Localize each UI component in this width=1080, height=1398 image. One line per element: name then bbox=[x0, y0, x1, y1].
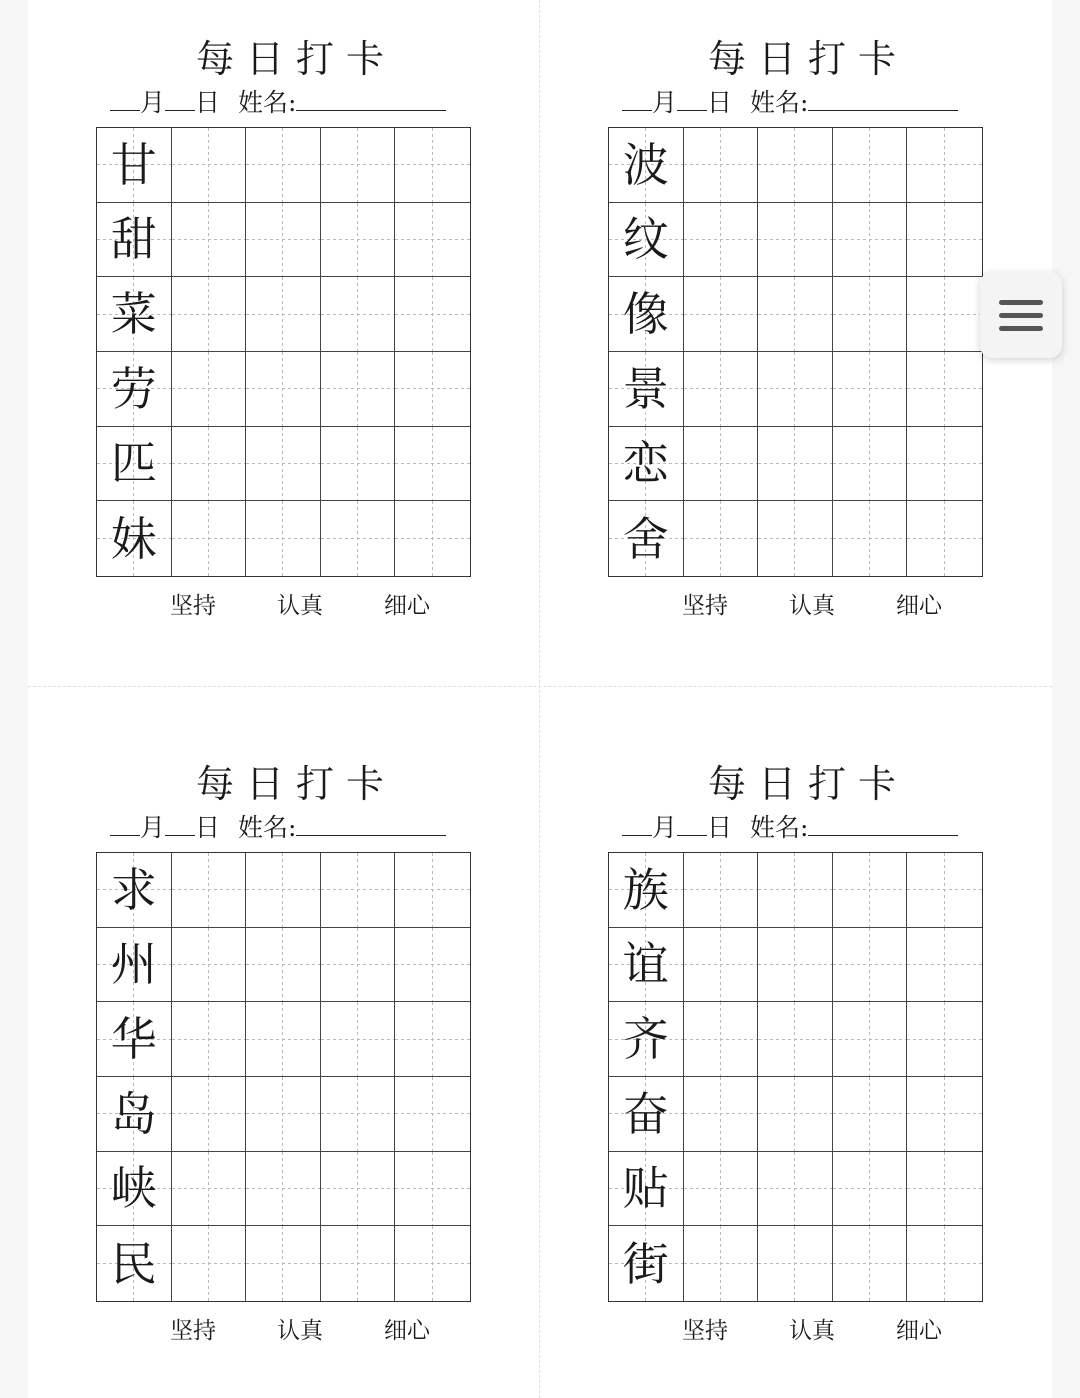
practice-cell[interactable] bbox=[321, 128, 396, 203]
motto-line bbox=[170, 1315, 430, 1347]
model-character: 岛 bbox=[110, 1086, 157, 1141]
practice-cell[interactable] bbox=[172, 1077, 247, 1152]
day-label: 日 bbox=[707, 88, 733, 117]
practice-cell[interactable] bbox=[172, 1002, 247, 1077]
model-character-cell bbox=[609, 128, 684, 203]
practice-cell[interactable] bbox=[684, 128, 759, 203]
practice-cell[interactable] bbox=[907, 1226, 982, 1301]
month-blank[interactable] bbox=[110, 809, 140, 836]
practice-cell[interactable] bbox=[758, 1077, 833, 1152]
hamburger-menu-icon-bar bbox=[999, 313, 1043, 318]
practice-cell[interactable] bbox=[395, 1002, 470, 1077]
practice-cell[interactable] bbox=[172, 928, 247, 1003]
practice-cell[interactable] bbox=[684, 352, 759, 427]
model-character: 求 bbox=[110, 862, 157, 917]
practice-cell[interactable] bbox=[758, 853, 833, 928]
practice-cell[interactable] bbox=[684, 928, 759, 1003]
month-label: 月 bbox=[652, 813, 678, 842]
model-character: 景 bbox=[622, 361, 669, 416]
practice-cell[interactable] bbox=[246, 1152, 321, 1227]
model-character-cell bbox=[609, 277, 684, 352]
practice-cell[interactable] bbox=[246, 928, 321, 1003]
practice-cell[interactable] bbox=[395, 277, 470, 352]
model-character: 华 bbox=[110, 1012, 157, 1067]
practice-cell[interactable] bbox=[907, 427, 982, 502]
practice-cell[interactable] bbox=[684, 501, 759, 576]
practice-cell[interactable] bbox=[684, 853, 759, 928]
practice-cell[interactable] bbox=[833, 277, 908, 352]
practice-cell[interactable] bbox=[172, 853, 247, 928]
sheet-title: 每日打卡 bbox=[195, 762, 396, 806]
practice-cell[interactable] bbox=[321, 501, 396, 576]
practice-cell[interactable] bbox=[395, 1226, 470, 1301]
practice-cell[interactable] bbox=[684, 1002, 759, 1077]
sheet-title: 每日打卡 bbox=[195, 37, 396, 81]
month-label: 月 bbox=[140, 813, 166, 842]
practice-cell[interactable] bbox=[907, 501, 982, 576]
name-blank[interactable] bbox=[808, 84, 958, 111]
practice-cell[interactable] bbox=[758, 1226, 833, 1301]
practice-cell[interactable] bbox=[833, 203, 908, 278]
practice-cell[interactable] bbox=[395, 203, 470, 278]
motto-line bbox=[170, 590, 430, 622]
practice-cell[interactable] bbox=[321, 1077, 396, 1152]
motto-line bbox=[682, 590, 942, 622]
date-name-line bbox=[110, 84, 490, 120]
practice-cell[interactable] bbox=[758, 277, 833, 352]
practice-cell[interactable] bbox=[172, 128, 247, 203]
menu-button[interactable] bbox=[980, 272, 1062, 358]
model-character-cell bbox=[609, 501, 684, 576]
practice-cell[interactable] bbox=[395, 853, 470, 928]
motto-word: 细心 bbox=[384, 593, 430, 619]
model-character: 波 bbox=[622, 137, 669, 192]
practice-cell[interactable] bbox=[395, 1152, 470, 1227]
model-character-cell bbox=[97, 1002, 172, 1077]
practice-cell[interactable] bbox=[758, 128, 833, 203]
model-character-cell bbox=[97, 1152, 172, 1227]
practice-cell[interactable] bbox=[246, 427, 321, 502]
model-character-cell bbox=[97, 352, 172, 427]
practice-cell[interactable] bbox=[321, 203, 396, 278]
day-label: 日 bbox=[195, 813, 221, 842]
practice-cell[interactable] bbox=[833, 1152, 908, 1227]
day-blank[interactable] bbox=[165, 809, 195, 836]
practice-cell[interactable] bbox=[172, 277, 247, 352]
model-character: 劳 bbox=[110, 361, 157, 416]
sheet-title: 每日打卡 bbox=[707, 762, 908, 806]
model-character: 谊 bbox=[622, 937, 669, 992]
motto-word: 坚持 bbox=[682, 593, 728, 619]
practice-cell[interactable] bbox=[395, 427, 470, 502]
practice-cell[interactable] bbox=[684, 1226, 759, 1301]
model-character-cell bbox=[97, 128, 172, 203]
practice-cell[interactable] bbox=[246, 352, 321, 427]
practice-cell[interactable] bbox=[321, 928, 396, 1003]
motto-word: 细心 bbox=[896, 1318, 942, 1344]
practice-cell[interactable] bbox=[321, 853, 396, 928]
practice-cell[interactable] bbox=[395, 352, 470, 427]
practice-cell[interactable] bbox=[833, 1226, 908, 1301]
name-blank[interactable] bbox=[296, 809, 446, 836]
practice-sheet bbox=[608, 0, 1008, 619]
model-character: 菜 bbox=[110, 287, 157, 342]
model-character-cell bbox=[97, 853, 172, 928]
practice-cell[interactable] bbox=[758, 928, 833, 1003]
name-label: 姓名: bbox=[238, 88, 297, 117]
practice-cell[interactable] bbox=[246, 501, 321, 576]
model-character: 齐 bbox=[622, 1012, 669, 1067]
practice-cell[interactable] bbox=[833, 853, 908, 928]
practice-cell[interactable] bbox=[321, 1226, 396, 1301]
model-character-cell bbox=[97, 501, 172, 576]
practice-cell[interactable] bbox=[321, 1002, 396, 1077]
hamburger-menu-icon-bar bbox=[999, 326, 1043, 331]
practice-cell[interactable] bbox=[246, 1226, 321, 1301]
model-character-cell bbox=[609, 1077, 684, 1152]
month-blank[interactable] bbox=[622, 84, 652, 111]
model-character: 匹 bbox=[110, 436, 157, 491]
model-character: 街 bbox=[622, 1236, 669, 1291]
worksheet-page bbox=[28, 0, 1052, 1398]
model-character: 像 bbox=[622, 287, 669, 342]
month-label: 月 bbox=[140, 88, 166, 117]
model-character-cell bbox=[97, 1077, 172, 1152]
name-blank[interactable] bbox=[296, 84, 446, 111]
model-character: 恋 bbox=[622, 436, 669, 491]
model-character-cell bbox=[97, 928, 172, 1003]
practice-cell[interactable] bbox=[321, 352, 396, 427]
motto-line bbox=[682, 1315, 942, 1347]
sheet-title: 每日打卡 bbox=[707, 37, 908, 81]
practice-cell[interactable] bbox=[321, 1152, 396, 1227]
model-character-cell bbox=[97, 1226, 172, 1301]
motto-word: 细心 bbox=[384, 1318, 430, 1344]
practice-cell[interactable] bbox=[907, 1077, 982, 1152]
model-character-cell bbox=[97, 427, 172, 502]
day-blank[interactable] bbox=[677, 809, 707, 836]
model-character-cell bbox=[609, 203, 684, 278]
practice-cell[interactable] bbox=[758, 501, 833, 576]
model-character: 纹 bbox=[622, 212, 669, 267]
hamburger-menu-icon bbox=[999, 300, 1043, 305]
practice-cell[interactable] bbox=[395, 128, 470, 203]
practice-cell[interactable] bbox=[758, 352, 833, 427]
practice-cell[interactable] bbox=[246, 277, 321, 352]
practice-cell[interactable] bbox=[758, 1152, 833, 1227]
model-character: 族 bbox=[622, 862, 669, 917]
practice-cell[interactable] bbox=[321, 277, 396, 352]
practice-cell[interactable] bbox=[833, 1077, 908, 1152]
month-label: 月 bbox=[652, 88, 678, 117]
model-character: 妹 bbox=[110, 511, 157, 566]
practice-cell[interactable] bbox=[395, 501, 470, 576]
practice-cell[interactable] bbox=[246, 128, 321, 203]
motto-word: 坚持 bbox=[682, 1318, 728, 1344]
practice-cell[interactable] bbox=[684, 203, 759, 278]
practice-cell[interactable] bbox=[395, 928, 470, 1003]
practice-cell[interactable] bbox=[907, 853, 982, 928]
practice-cell[interactable] bbox=[833, 928, 908, 1003]
practice-cell[interactable] bbox=[758, 1002, 833, 1077]
model-character: 贴 bbox=[622, 1161, 669, 1216]
practice-cell[interactable] bbox=[907, 928, 982, 1003]
horizontal-cut-line bbox=[28, 686, 1052, 687]
model-character-cell bbox=[609, 853, 684, 928]
practice-cell[interactable] bbox=[684, 1152, 759, 1227]
model-character-cell bbox=[97, 203, 172, 278]
practice-cell[interactable] bbox=[395, 1077, 470, 1152]
practice-sheet bbox=[608, 725, 1008, 1344]
model-character: 州 bbox=[110, 937, 157, 992]
practice-cell[interactable] bbox=[907, 1002, 982, 1077]
name-blank[interactable] bbox=[808, 809, 958, 836]
name-label: 姓名: bbox=[750, 88, 809, 117]
practice-cell[interactable] bbox=[246, 1077, 321, 1152]
month-blank[interactable] bbox=[110, 84, 140, 111]
practice-cell[interactable] bbox=[684, 427, 759, 502]
model-character: 甜 bbox=[110, 212, 157, 267]
practice-sheet bbox=[96, 0, 496, 619]
practice-cell[interactable] bbox=[833, 501, 908, 576]
name-label: 姓名: bbox=[750, 813, 809, 842]
model-character-cell bbox=[97, 277, 172, 352]
tianzige-grid bbox=[96, 127, 471, 577]
model-character: 峡 bbox=[110, 1161, 157, 1216]
practice-sheet bbox=[96, 725, 496, 1344]
practice-cell[interactable] bbox=[172, 1226, 247, 1301]
practice-cell[interactable] bbox=[758, 203, 833, 278]
model-character: 奋 bbox=[622, 1086, 669, 1141]
model-character-cell bbox=[609, 1226, 684, 1301]
name-label: 姓名: bbox=[238, 813, 297, 842]
practice-cell[interactable] bbox=[246, 1002, 321, 1077]
practice-cell[interactable] bbox=[833, 128, 908, 203]
day-blank[interactable] bbox=[677, 84, 707, 111]
practice-cell[interactable] bbox=[172, 501, 247, 576]
practice-cell[interactable] bbox=[833, 427, 908, 502]
practice-cell[interactable] bbox=[907, 352, 982, 427]
practice-cell[interactable] bbox=[684, 277, 759, 352]
motto-word: 坚持 bbox=[170, 1318, 216, 1344]
model-character-cell bbox=[609, 1002, 684, 1077]
practice-cell[interactable] bbox=[833, 1002, 908, 1077]
date-name-line bbox=[622, 84, 1002, 120]
practice-cell[interactable] bbox=[907, 203, 982, 278]
model-character: 民 bbox=[110, 1236, 157, 1291]
model-character-cell bbox=[609, 1152, 684, 1227]
practice-cell[interactable] bbox=[246, 853, 321, 928]
model-character-cell bbox=[609, 427, 684, 502]
practice-cell[interactable] bbox=[907, 277, 982, 352]
motto-word: 细心 bbox=[896, 593, 942, 619]
motto-word: 坚持 bbox=[170, 593, 216, 619]
practice-cell[interactable] bbox=[833, 352, 908, 427]
practice-cell[interactable] bbox=[172, 352, 247, 427]
day-blank[interactable] bbox=[165, 84, 195, 111]
day-label: 日 bbox=[195, 88, 221, 117]
day-label: 日 bbox=[707, 813, 733, 842]
practice-cell[interactable] bbox=[758, 427, 833, 502]
tianzige-grid bbox=[608, 852, 983, 1302]
date-name-line bbox=[622, 809, 1002, 845]
tianzige-grid bbox=[96, 852, 471, 1302]
motto-word: 认真 bbox=[277, 593, 323, 619]
practice-cell[interactable] bbox=[321, 427, 396, 502]
practice-cell[interactable] bbox=[907, 1152, 982, 1227]
practice-cell[interactable] bbox=[684, 1077, 759, 1152]
month-blank[interactable] bbox=[622, 809, 652, 836]
model-character: 甘 bbox=[110, 137, 157, 192]
practice-cell[interactable] bbox=[907, 128, 982, 203]
practice-cell[interactable] bbox=[172, 203, 247, 278]
vertical-cut-line bbox=[539, 0, 540, 1398]
motto-word: 认真 bbox=[789, 1318, 835, 1344]
tianzige-grid bbox=[608, 127, 983, 577]
practice-cell[interactable] bbox=[172, 1152, 247, 1227]
date-name-line bbox=[110, 809, 490, 845]
model-character-cell bbox=[609, 352, 684, 427]
practice-cell[interactable] bbox=[246, 203, 321, 278]
motto-word: 认真 bbox=[277, 1318, 323, 1344]
motto-word: 认真 bbox=[789, 593, 835, 619]
practice-cell[interactable] bbox=[172, 427, 247, 502]
model-character: 舍 bbox=[622, 511, 669, 566]
model-character-cell bbox=[609, 928, 684, 1003]
